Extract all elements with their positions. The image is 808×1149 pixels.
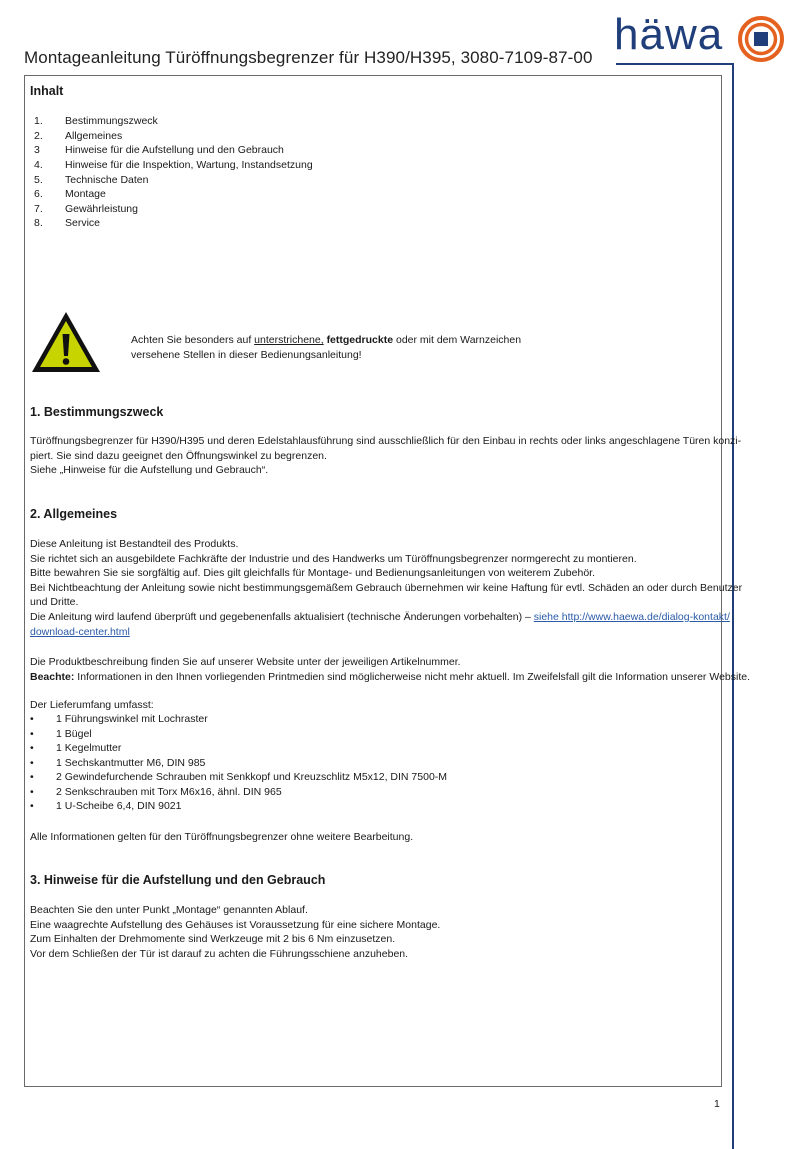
section-1-text: Türöffnungsbegrenzer für H390/H395 und deren Edelstahlausführung sind ausschließlich für den Einbau in rechts oder links angeschlagene Türen konzi- piert. Sie sind dazu geeignet den Öffnungswinkel zu begrenzen. Siehe „Hinweise für die Aufstellung und Gebrauch“. [30, 435, 742, 477]
logo-wordmark: häwa [614, 10, 724, 59]
section-3-text: Beachten Sie den unter Punkt „Montage“ genannten Ablauf. Eine waagrechte Aufstellung des Gehäuses ist Voraussetzung für eine sichere Montage. Zum Einhalten der Drehmomente sind Werkzeuge mit 2 bis 6 Nm einzusetzen. Vor dem Schließen der Tür ist darauf zu achten die Führungsschiene anzuheben. [30, 904, 441, 960]
document-title: Montageanleitung Türöffnungsbegrenzer für H390/H395, 3080-7109-87-00 [24, 48, 593, 67]
download-center-link-cont[interactable]: download-center.html [30, 625, 130, 638]
section-2-closing: Alle Informationen gelten für den Türöffnungsbegrenzer ohne weitere Bearbeitung. [30, 831, 414, 843]
logo-underline [616, 63, 732, 65]
section-3-heading: 3. Hinweise für die Aufstellung und den Gebrauch [30, 873, 326, 887]
product-description: Die Produktbeschreibung finden Sie auf unserer Website unter der jeweiligen Artikelnummer. Beachte: Informationen in den Ihnen vorliegenden Printmedien sind möglicherweise nicht mehr aktuell. Im Zweifelsfall gilt die Information unserer Website. [30, 656, 751, 683]
warning-triangle-icon [30, 310, 102, 374]
section-2-heading: 2. Allgemeines [30, 507, 118, 521]
toc-heading: Inhalt [30, 84, 64, 98]
page-number: 1 [714, 1098, 720, 1110]
logo-emblem-icon [738, 16, 784, 62]
download-center-link[interactable]: siehe http://www.haewa.de/dialog-kontakt/ [533, 610, 730, 623]
scope-heading: Der Lieferumfang umfasst: [30, 699, 154, 711]
warning-note: Achten Sie besonders auf unterstrichene, fettgedruckte oder mit dem Warnzeichen versehene Stellen in dieser Bedienungsanleitung! [131, 334, 522, 361]
section-1-heading: 1. Bestimmungszweck [30, 405, 164, 419]
section-2-text: Diese Anleitung ist Bestandteil des Produkts. Sie richtet sich an ausgebildete Fachkräfte der Industrie und des Handwerks um Türöffnungsbegrenzer normgerecht zu montieren. Bitte bewahren Sie sie sorgfältig auf. Dies gilt gleichfalls für Montage- und Bedienungsanleitungen von weiterem Zubehör. Bei Nichtbeachtung der Anleitung sowie nicht bestimmungsgemäßem Gebrauch übernehmen wir keine Haftung für evtl. Schäden an oder durch Benutzer und Dritte. Die Anleitung wird laufend überprüft und gegebenenfalls aktualisiert (technische Änderungen vorbehalten) – siehe http://www.haewa.de/dialog-kontakt/ download-center.html [30, 538, 743, 638]
